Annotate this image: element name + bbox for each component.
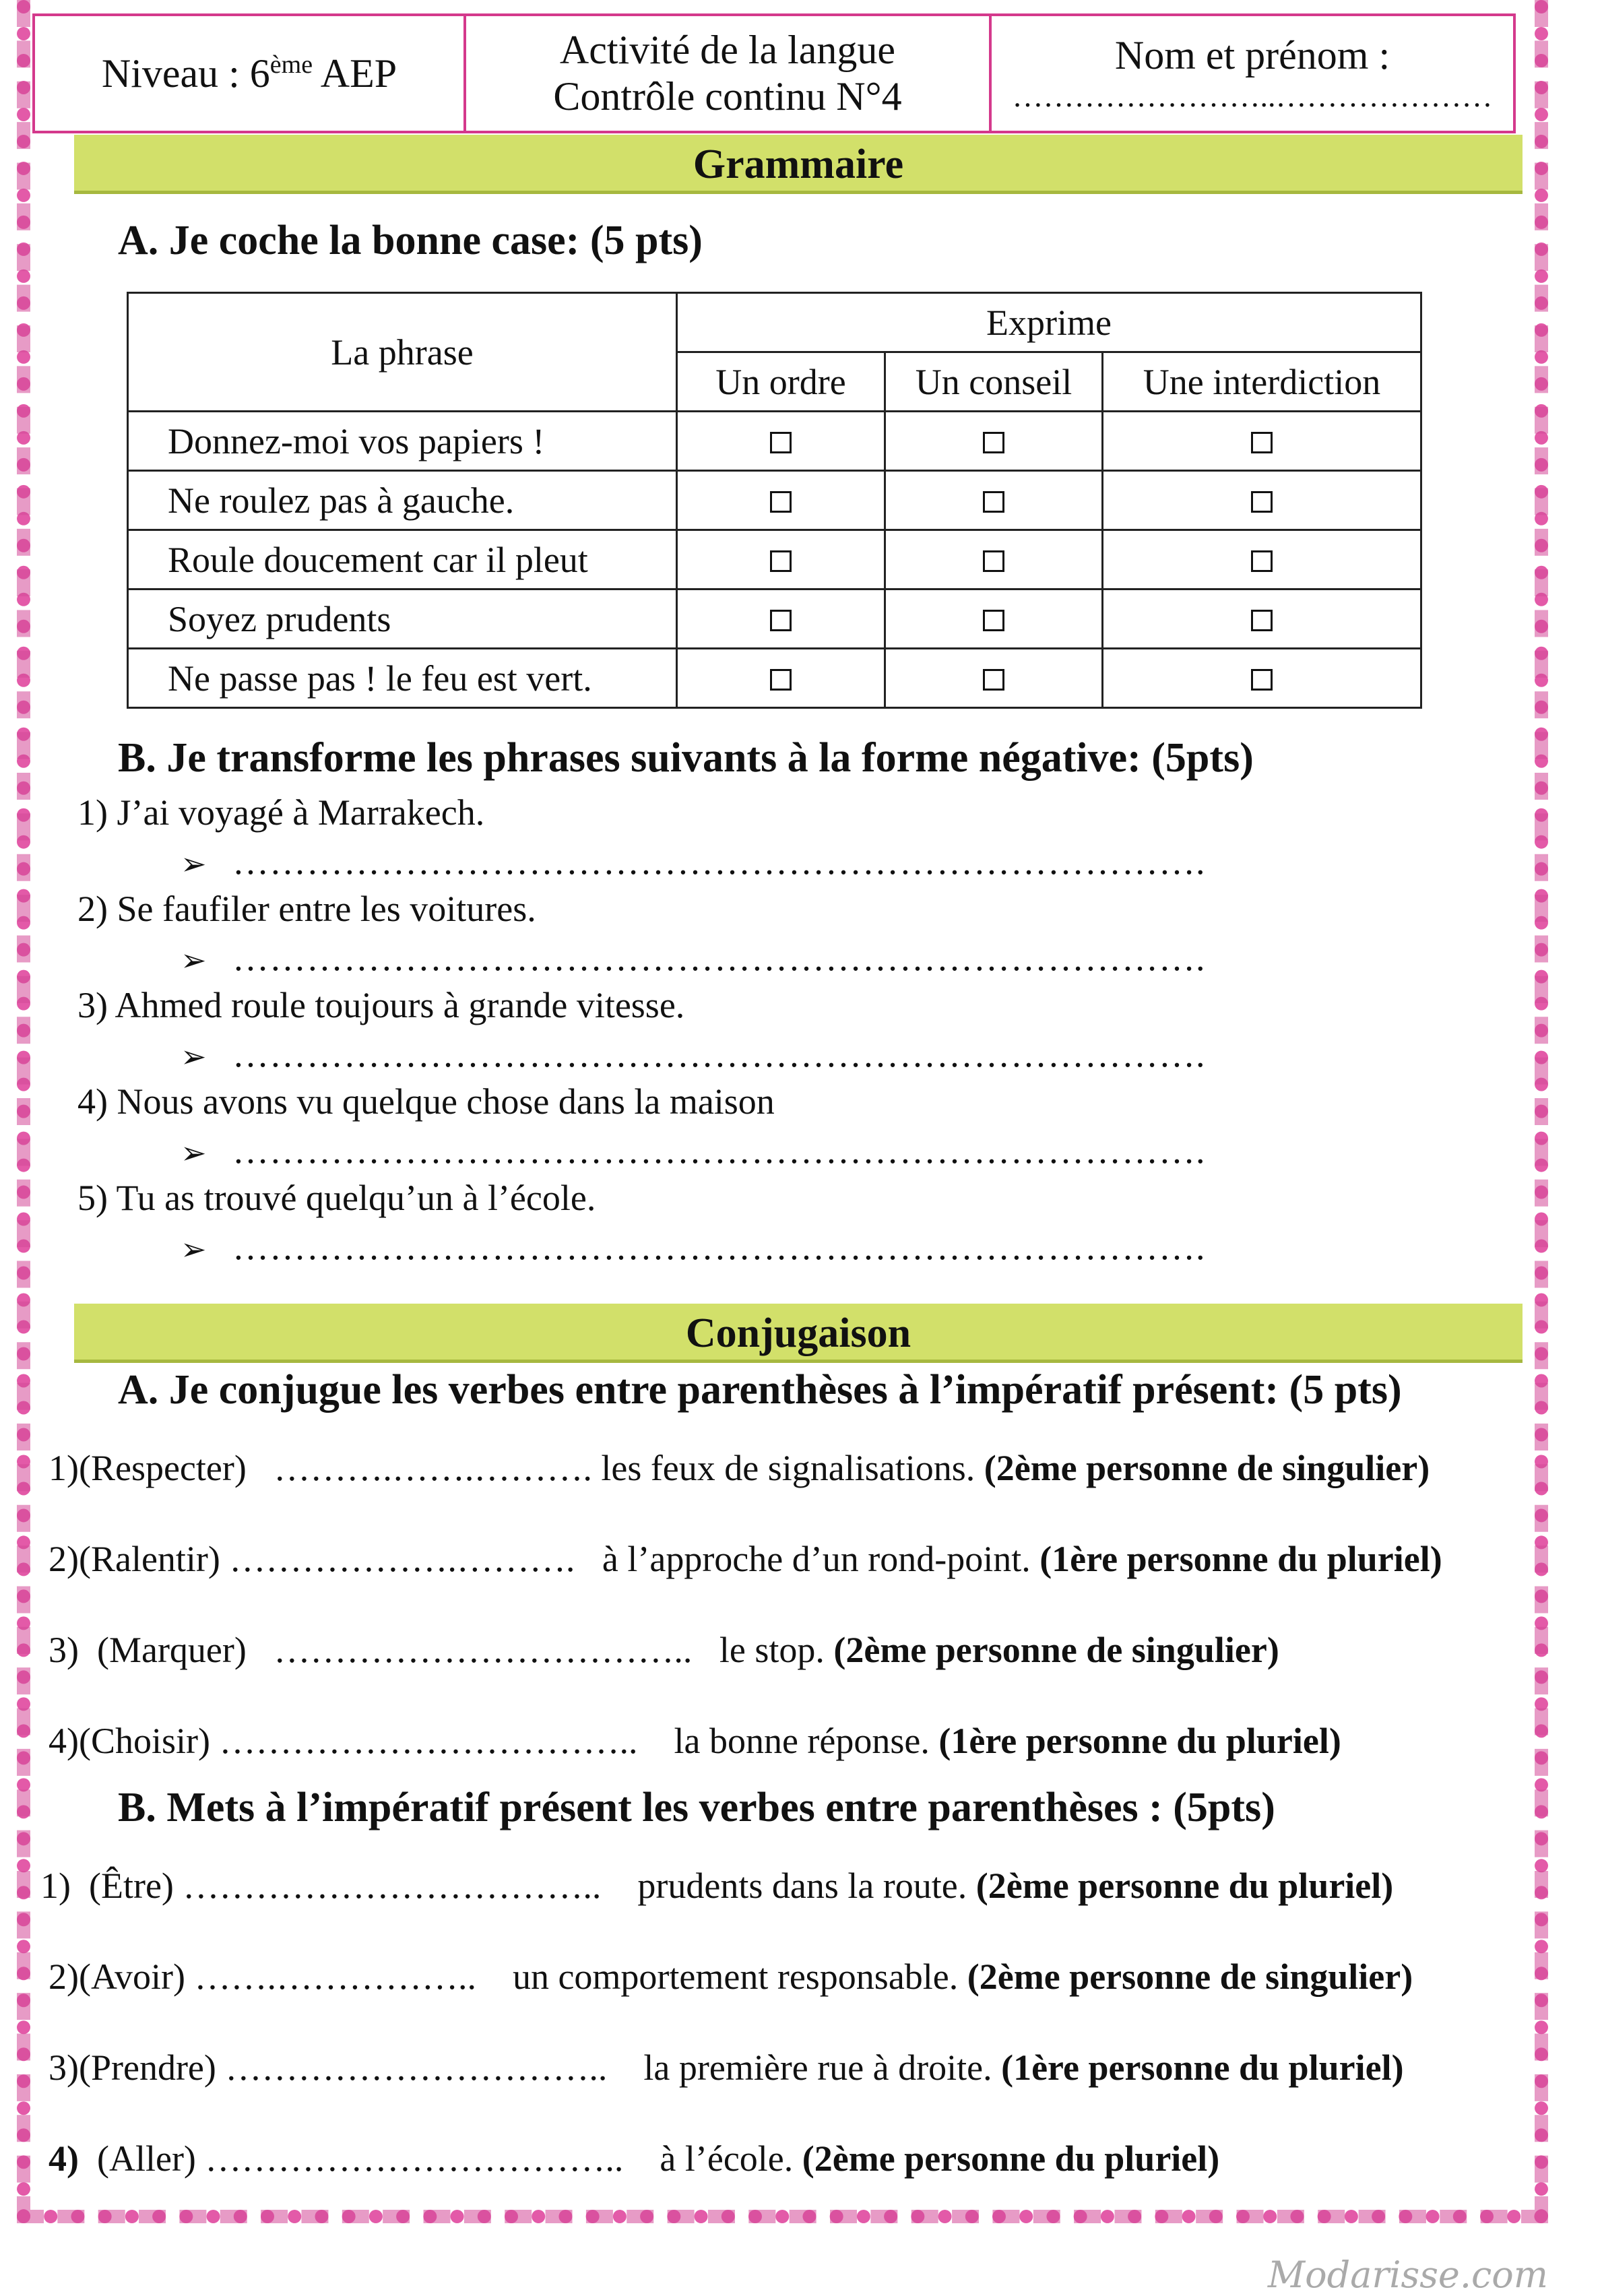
conjugaison-title: Conjugaison: [74, 1304, 1523, 1363]
col-header: Une interdiction: [1103, 352, 1421, 412]
phrase-cell: Ne roulez pas à gauche.: [128, 471, 677, 530]
exercise-line: 4) (Aller) …………………………….. à l’école. (2ème personne du pluriel): [49, 2138, 1220, 2179]
phrase-cell: Donnez-moi vos papiers !: [128, 412, 677, 471]
answer-blank[interactable]: ……………………………..: [274, 1630, 693, 1670]
answer-blank[interactable]: ……………….……….: [229, 1539, 575, 1579]
header-table: [32, 13, 1516, 133]
answer-blank[interactable]: …………………………..: [225, 2047, 608, 2088]
answer-blank[interactable]: …….……………..: [194, 1956, 476, 1997]
table-row: [128, 649, 1421, 708]
table-row: [128, 412, 1421, 471]
answer-blank[interactable]: ……………………………..: [219, 1721, 638, 1761]
checkbox[interactable]: [770, 550, 792, 572]
arrow-icon: ➢: [181, 1040, 207, 1074]
col-phrase-header: La phrase: [128, 293, 677, 412]
checkbox[interactable]: [770, 432, 792, 453]
exercise-line: 3) (Marquer) …………………………….. le stop. (2ème personne de singulier): [49, 1630, 1279, 1670]
grammaire-title: Grammaire: [74, 135, 1523, 194]
answer-line[interactable]: …………………………………………………………………….: [232, 1034, 1206, 1075]
checkbox[interactable]: [1251, 432, 1273, 453]
activity-line2: Contrôle continu N°4: [553, 74, 902, 119]
phrase-cell: Soyez prudents: [128, 589, 677, 649]
sentence-item: 4) Nous avons vu quelque chose dans la maison: [77, 1081, 775, 1122]
phrase-cell: Ne passe pas ! le feu est vert.: [128, 649, 677, 708]
level-cell: [35, 16, 466, 131]
arrow-icon: ➢: [181, 847, 207, 881]
phrase-cell: Roule doucement car il pleut: [128, 530, 677, 589]
conjugaison-a-heading: A. Je conjugue les verbes entre parenthèses à l’impératif présent: (5 pts): [118, 1367, 1402, 1413]
answer-blank[interactable]: ……….…….……….: [274, 1448, 592, 1488]
level-text: Niveau : 6ème AEP: [101, 50, 397, 96]
checkbox[interactable]: [1251, 669, 1273, 691]
activity-cell: [466, 16, 992, 131]
answer-blank[interactable]: ……………………………..: [205, 2138, 624, 2179]
sentence-item: 3) Ahmed roule toujours à grande vitesse.: [77, 985, 685, 1025]
answer-line[interactable]: …………………………………………………………………….: [232, 1130, 1206, 1171]
answer-blank[interactable]: ……………………………..: [183, 1865, 602, 1906]
checkbox[interactable]: [1251, 550, 1273, 572]
arrow-icon: ➢: [181, 1136, 207, 1170]
col-group-header: Exprime: [677, 293, 1421, 352]
sentence-item: 1) J’ai voyagé à Marrakech.: [77, 792, 485, 833]
checkbox[interactable]: [1251, 610, 1273, 631]
answer-line[interactable]: …………………………………………………………………….: [232, 1227, 1206, 1267]
arrow-icon: ➢: [181, 1232, 207, 1267]
name-field[interactable]: ……………………..…………………: [1012, 79, 1493, 114]
checkbox[interactable]: [983, 550, 1004, 572]
table-row: [128, 530, 1421, 589]
checkbox[interactable]: [770, 610, 792, 631]
exercise-line: 3)(Prendre) ………………………….. la première rue à droite. (1ère personne du pluriel): [49, 2047, 1404, 2088]
exercise-line: 1) (Être) …………………………….. prudents dans la route. (2ème personne du pluriel): [40, 1865, 1394, 1906]
exercise-line: 2)(Avoir) …….…………….. un comportement responsable. (2ème personne de singulier): [49, 1956, 1413, 1997]
grammaire-b-heading: B. Je transforme les phrases suivants à la forme négative: (5pts): [118, 735, 1254, 781]
activity-line1: Activité de la langue: [559, 28, 896, 72]
checkbox[interactable]: [1251, 491, 1273, 513]
checkbox[interactable]: [983, 669, 1004, 691]
checkbox[interactable]: [770, 669, 792, 691]
watermark: Modarisse.com: [1267, 2254, 1548, 2296]
exercise-line: 1)(Respecter) ……….…….………. les feux de signalisations. (2ème personne de singulier): [49, 1448, 1430, 1488]
arrow-icon: ➢: [181, 943, 207, 978]
checkbox[interactable]: [983, 432, 1004, 453]
answer-line[interactable]: …………………………………………………………………….: [232, 938, 1206, 978]
checkbox[interactable]: [983, 610, 1004, 631]
table-row: [128, 471, 1421, 530]
checkbox[interactable]: [983, 491, 1004, 513]
checkbox-table: [127, 292, 1422, 709]
conjugaison-b-heading: B. Mets à l’impératif présent les verbes entre parenthèses : (5pts): [118, 1785, 1275, 1830]
answer-line[interactable]: …………………………………………………………………….: [232, 841, 1206, 882]
checkbox[interactable]: [770, 491, 792, 513]
exercise-line: 2)(Ralentir) ……………….………. à l’approche d’un rond-point. (1ère personne du pluriel): [49, 1539, 1442, 1579]
grammaire-a-heading: A. Je coche la bonne case: (5 pts): [118, 218, 703, 263]
col-header: Un conseil: [885, 352, 1103, 412]
col-header: Un ordre: [677, 352, 885, 412]
exercise-line: 4)(Choisir) …………………………….. la bonne réponse. (1ère personne du pluriel): [49, 1721, 1341, 1761]
name-cell: [992, 16, 1513, 131]
sentence-item: 5) Tu as trouvé quelqu’un à l’école.: [77, 1178, 596, 1218]
table-row: [128, 589, 1421, 649]
name-label: Nom et prénom :: [1114, 33, 1390, 78]
sentence-item: 2) Se faufiler entre les voitures.: [77, 889, 536, 929]
